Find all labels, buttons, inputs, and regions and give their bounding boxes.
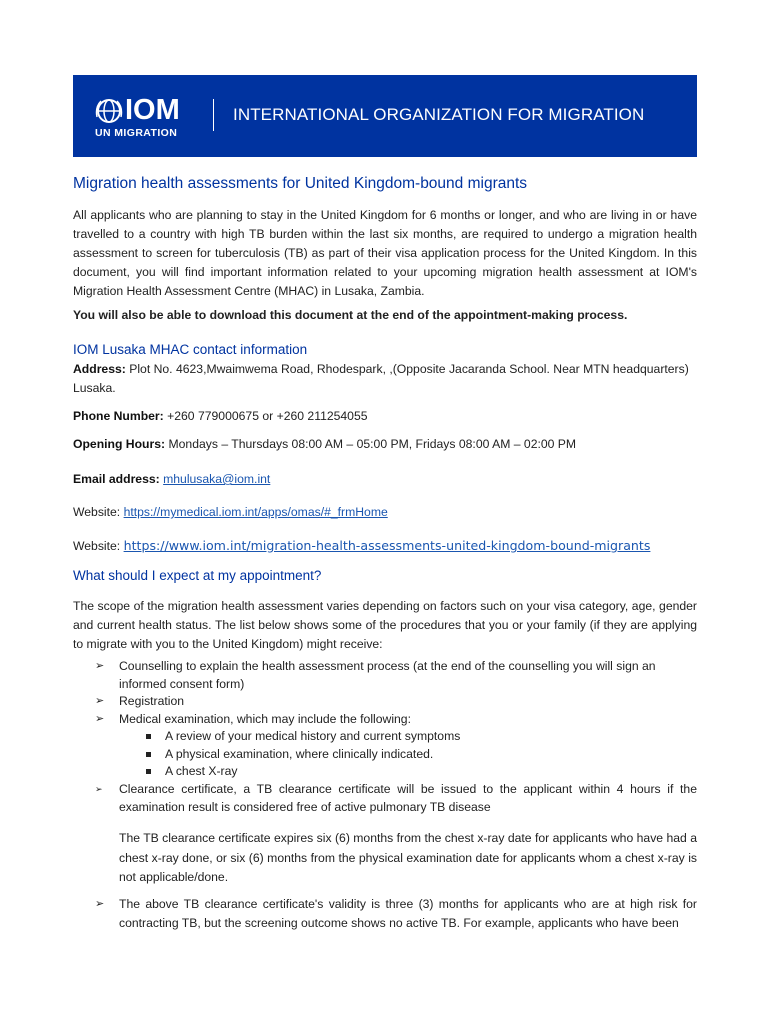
phone-line [73,409,368,423]
exam-sub-list [73,728,697,781]
logo-subtext: UN MIGRATION [95,127,178,139]
list-item: ➢ Medical examination, which may include the following: [73,711,697,729]
email-label: Email address: [73,472,160,486]
sub-list-item: A review of your medical history and current symptoms [73,728,697,746]
square-bullet-icon [146,769,151,774]
address-city: Lusaka. [73,381,116,395]
website-label-2: Website: [73,539,121,553]
clearance-list [73,781,697,816]
list-item: ➢ Registration [73,693,697,711]
download-note: You will also be able to download this document at the end of the appointment-making process. [73,308,628,322]
contact-heading: IOM Lusaka MHAC contact information [73,342,308,357]
clearance-note: The TB clearance certificate expires six (6) months from the chest x-ray date for applicants who have had a chest x-ray done, or six (6) months from the physical examination date for applicants whom a chest x-ray is not applicable/done. [119,831,697,884]
header-banner [73,75,697,157]
list-item: ➢ The above TB clearance certificate's validity is three (3) months for applicants who are at high risk for contracting TB, but the screening outcome shows no active TB. For example, applicants who have been [95,897,697,930]
email-line [73,472,270,486]
validity-list [73,895,697,933]
intro-paragraph: All applicants who are planning to stay in the United Kingdom for 6 months or longer, and who are living in or have travelled to a country with high TB burden within the last six months, are required to undergo a migration health assessment to screen for tuberculosis (TB) as part of their visa application process for the United Kingdom. In this document, you will find important information related to your upcoming migration health assessment at IOM's Migration Health Assessment Centre (MHAC) in Lusaka, Zambia. [73,208,697,298]
arrow-bullet-icon: ➢ [95,660,105,672]
organization-title: INTERNATIONAL ORGANIZATION FOR MIGRATION [233,105,645,124]
address-line [73,362,689,376]
website-link-1[interactable]: https://mymedical.iom.int/apps/omas/#_frmHome [123,505,388,519]
square-bullet-icon [146,734,151,739]
email-link[interactable]: mhulusaka@iom.int [163,472,271,486]
sub-list-item: A physical examination, where clinically indicated. [73,746,697,764]
procedure-list [73,658,697,728]
website-label-1: Website: [73,505,121,519]
arrow-bullet-icon: ➢ [95,695,105,707]
list-item: ➢ Clearance certificate, a TB clearance certificate will be issued to the applicant within 4 hours if the examination result is considered free of active pulmonary TB disease [95,782,697,814]
appointment-heading: What should I expect at my appointment? [73,568,322,583]
arrow-bullet-icon: ➢ [95,784,103,794]
banner-divider [213,99,214,131]
arrow-bullet-icon: ➢ [95,898,105,910]
hours-label: Opening Hours: [73,437,166,451]
list-item: ➢ Counselling to explain the health assessment process (at the end of the counselling you will sign an informed consent form) [95,659,656,691]
hours-value: Mondays – Thursdays 08:00 AM – 05:00 PM, Fridays 08:00 AM – 02:00 PM [168,437,577,451]
logo-text: IOM [125,94,180,126]
address-value: Plot No. 4623,Mwaimwema Road, Rhodespark, ,(Opposite Jacaranda School. Near MTN headquarters) [129,362,689,376]
address-label: Address: [73,362,126,376]
arrow-bullet-icon: ➢ [95,712,105,725]
appointment-intro: The scope of the migration health assessment varies depending on factors such on your visa category, age, gender and current health status. The list below shows some of the procedures that you or your family (if they are applying to migrate with you to the United Kingdom) might receive: [73,599,697,651]
page-title: Migration health assessments for United Kingdom-bound migrants [73,175,528,192]
un-globe-icon [95,97,123,125]
phone-value: +260 779000675 or +260 211254055 [167,409,368,423]
phone-label: Phone Number: [73,409,164,423]
website-line-1 [73,505,388,519]
hours-line [73,437,576,451]
iom-logo [95,94,205,139]
sub-list-item: A chest X-ray [73,763,697,781]
website-line-2 [73,538,650,553]
website-link-2[interactable]: https://www.iom.int/migration-health-assessments-united-kingdom-bound-migrants [123,538,651,553]
square-bullet-icon [146,752,151,757]
